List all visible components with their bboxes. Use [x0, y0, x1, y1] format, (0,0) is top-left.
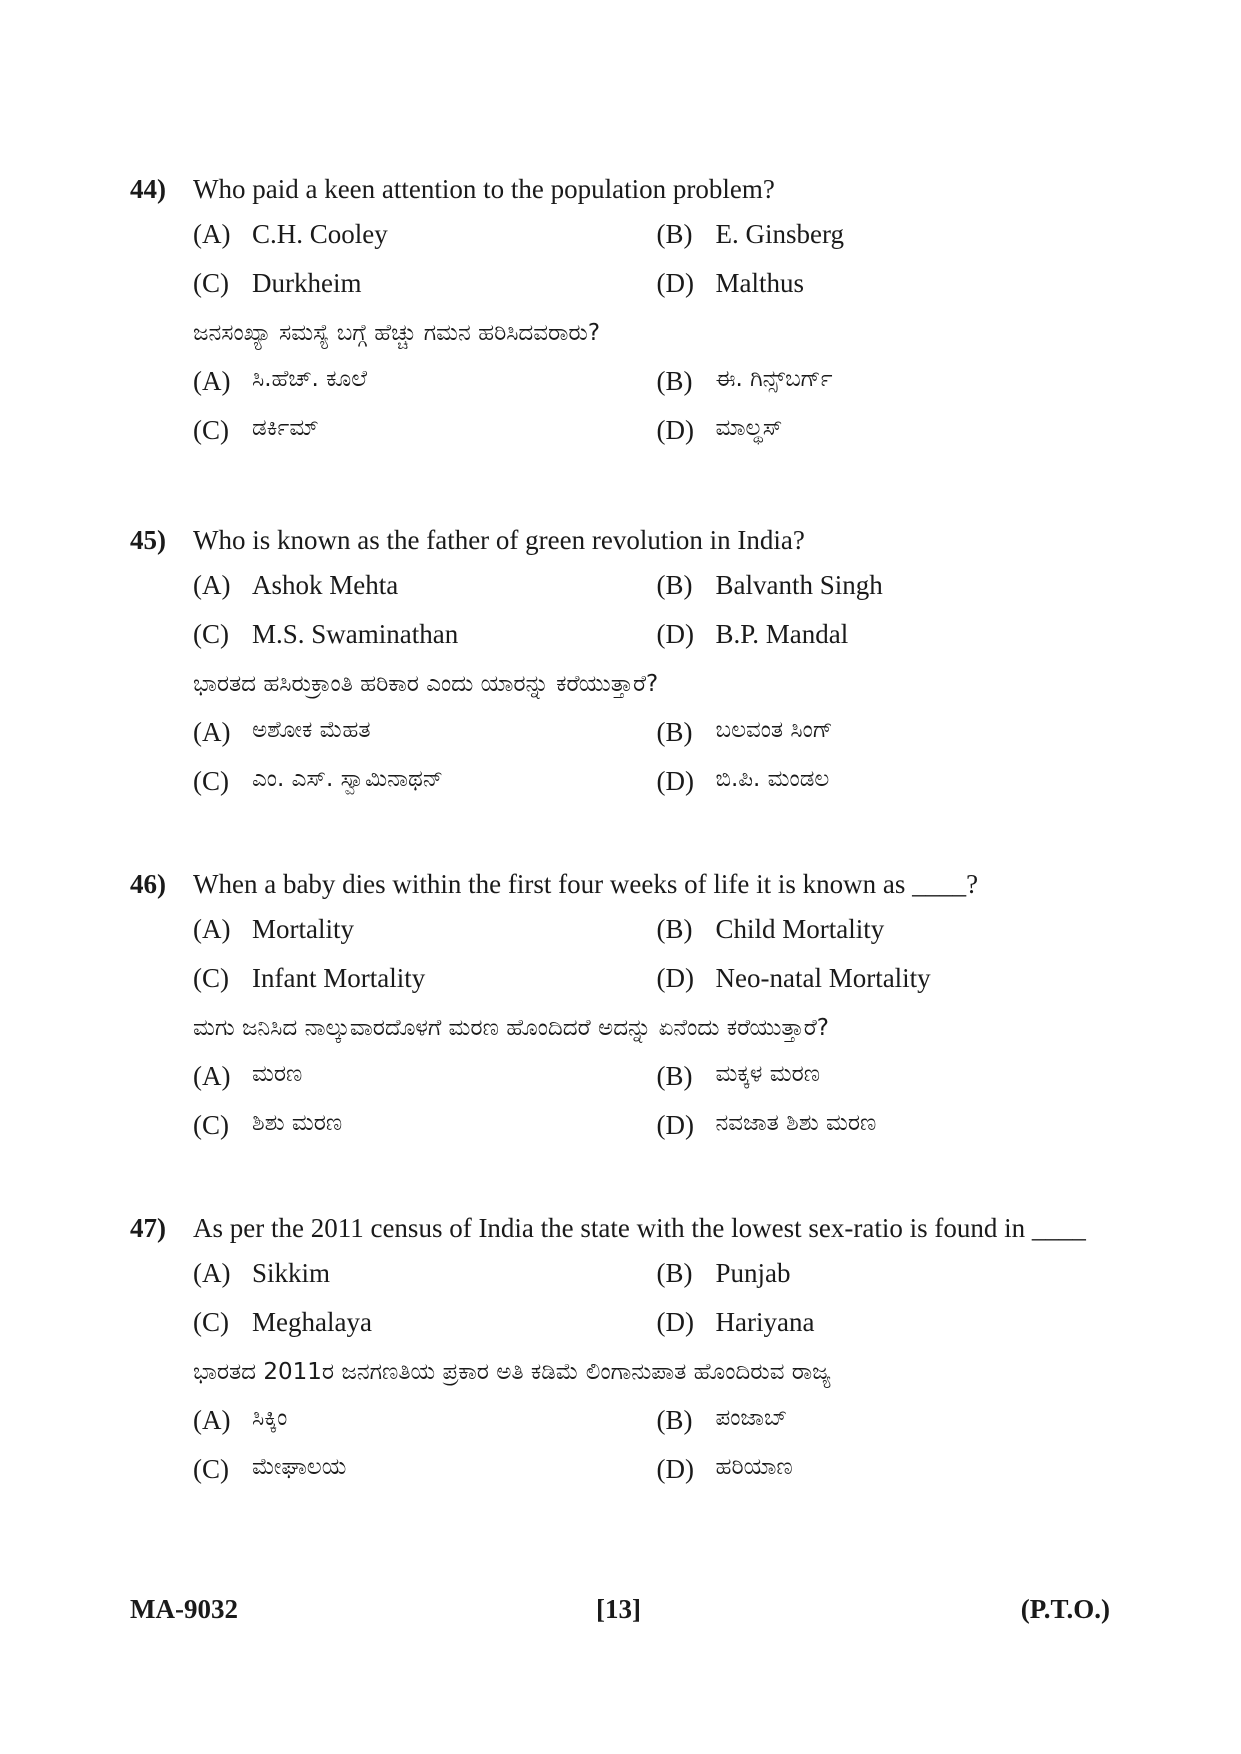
- option-letter: (A): [193, 1405, 231, 1435]
- question-46: [130, 867, 1120, 1150]
- option-letter: (A): [193, 219, 231, 249]
- option-b: [657, 570, 1121, 601]
- option-text: M.S. Swaminathan: [252, 619, 459, 649]
- option-row: [193, 905, 1120, 954]
- kannada-option-c: [193, 1454, 657, 1485]
- option-row: [193, 1249, 1120, 1298]
- option-text: ಎಂ. ಎಸ್. ಸ್ವಾಮಿನಾಥನ್: [252, 766, 444, 792]
- paper-code: MA-9032: [130, 1594, 238, 1624]
- kannada-option-d: [657, 1110, 1121, 1141]
- option-c: [193, 619, 657, 650]
- question-44: [130, 172, 1120, 455]
- option-letter: (A): [193, 1258, 231, 1288]
- option-row: [193, 708, 1120, 757]
- option-row: [193, 406, 1120, 455]
- option-letter: (A): [193, 1061, 231, 1091]
- option-row: [193, 1052, 1120, 1101]
- question-header: [130, 523, 1120, 557]
- option-text: Hariyana: [715, 1307, 815, 1337]
- option-letter: (B): [656, 1258, 693, 1288]
- option-text: ಅಶೋಕ ಮೆಹತ: [252, 717, 371, 743]
- option-row: [193, 1445, 1120, 1494]
- option-text: Meghalaya: [252, 1307, 372, 1337]
- option-row: [193, 1396, 1120, 1445]
- option-text: Sikkim: [252, 1258, 331, 1288]
- option-a: [193, 570, 657, 601]
- kannada-question-text: ಭಾರತದ ಹಸಿರುಕ್ರಾಂತಿ ಹರಿಕಾರ ಎಂದು ಯಾರನ್ನು ಕರೆಯುತ್ತಾರೆ?: [193, 670, 659, 697]
- option-c: [193, 1307, 657, 1338]
- english-options: [193, 561, 1120, 659]
- kannada-options: [193, 1052, 1120, 1150]
- option-letter: (B): [656, 219, 693, 249]
- question-45: [130, 523, 1120, 806]
- option-letter: (B): [656, 570, 693, 600]
- option-c: [193, 268, 657, 299]
- option-letter: (D): [656, 415, 694, 445]
- option-letter: (A): [193, 914, 231, 944]
- option-letter: (D): [656, 963, 694, 993]
- option-letter: (D): [656, 1307, 694, 1337]
- page-footer: [130, 1594, 1110, 1634]
- option-a: [193, 914, 657, 945]
- option-text: ಹರಿಯಾಣ: [715, 1454, 793, 1480]
- option-text: Child Mortality: [715, 914, 885, 944]
- option-letter: (D): [656, 268, 694, 298]
- option-text: Neo-natal Mortality: [715, 963, 931, 993]
- option-text: ಡರ್ಕಿಮ್: [252, 415, 319, 441]
- option-d: [657, 619, 1121, 650]
- option-text: ಮರಣ: [252, 1061, 303, 1087]
- option-letter: (C): [193, 1110, 229, 1140]
- kannada-option-a: [193, 1061, 657, 1092]
- option-letter: (D): [656, 766, 694, 796]
- kannada-option-d: [657, 766, 1121, 797]
- option-letter: (B): [656, 366, 693, 396]
- option-letter: (A): [193, 717, 231, 747]
- option-text: Balvanth Singh: [715, 570, 883, 600]
- option-text: Durkheim: [252, 268, 362, 298]
- question-text: Who is known as the father of green revolution in India?: [193, 525, 805, 555]
- option-text: C.H. Cooley: [252, 219, 388, 249]
- question-header: [130, 1211, 1120, 1245]
- kannada-option-d: [657, 1454, 1121, 1485]
- option-letter: (A): [193, 570, 231, 600]
- option-text: E. Ginsberg: [715, 219, 844, 249]
- option-row: [193, 259, 1120, 308]
- option-row: [193, 1101, 1120, 1150]
- option-row: [193, 954, 1120, 1003]
- question-header: [130, 172, 1120, 206]
- option-text: Punjab: [715, 1258, 791, 1288]
- option-row: [193, 757, 1120, 806]
- kannada-option-b: [657, 1061, 1121, 1092]
- kannada-option-b: [657, 366, 1121, 397]
- kannada-question-text: ಮಗು ಜನಿಸಿದ ನಾಲ್ಕುವಾರದೊಳಗೆ ಮರಣ ಹೊಂದಿದರೆ ಅದನ್ನು ಏನೆಂದು ಕರೆಯುತ್ತಾರೆ?: [193, 1014, 829, 1041]
- option-c: [193, 963, 657, 994]
- question-text: As per the 2011 census of India the state with the lowest sex-ratio is found in ____: [193, 1213, 1086, 1243]
- kannada-option-c: [193, 766, 657, 797]
- option-letter: (B): [656, 1405, 693, 1435]
- kannada-option-c: [193, 1110, 657, 1141]
- option-text: ಈ. ಗಿನ್ಸ್‌ಬರ್ಗ್: [715, 366, 833, 392]
- option-letter: (C): [193, 415, 229, 445]
- pto-label: (P.T.O.): [1020, 1594, 1110, 1624]
- question-text: Who paid a keen attention to the population problem?: [193, 174, 775, 204]
- kannada-option-b: [657, 717, 1121, 748]
- option-text: ಬಿ.ಪಿ. ಮಂಡಲ: [715, 766, 830, 792]
- page-number: [13]: [596, 1594, 641, 1624]
- option-a: [193, 219, 657, 250]
- english-options: [193, 210, 1120, 308]
- option-letter: (A): [193, 366, 231, 396]
- kannada-options: [193, 357, 1120, 455]
- question-number: 47): [130, 1213, 166, 1243]
- option-letter: (D): [656, 1454, 694, 1484]
- kannada-option-d: [657, 415, 1121, 446]
- option-text: Mortality: [252, 914, 354, 944]
- option-text: ಸಿಕ್ಕಿಂ: [252, 1405, 288, 1431]
- question-number: 44): [130, 174, 166, 204]
- option-row: [193, 610, 1120, 659]
- kannada-option-a: [193, 366, 657, 397]
- option-d: [657, 268, 1121, 299]
- option-row: [193, 210, 1120, 259]
- english-options: [193, 905, 1120, 1003]
- option-letter: (D): [656, 619, 694, 649]
- option-text: ಪಂಜಾಬ್: [715, 1405, 788, 1431]
- option-letter: (B): [656, 717, 693, 747]
- option-letter: (C): [193, 1454, 229, 1484]
- option-letter: (D): [656, 1110, 694, 1140]
- option-text: ಮೇಘಾಲಯ: [252, 1454, 347, 1480]
- kannada-option-c: [193, 415, 657, 446]
- kannada-options: [193, 708, 1120, 806]
- option-text: ಮಾಲ್ಥಸ್: [715, 415, 783, 441]
- option-text: ನವಜಾತ ಶಿಶು ಮರಣ: [715, 1110, 877, 1136]
- option-letter: (C): [193, 268, 229, 298]
- option-letter: (B): [656, 914, 693, 944]
- kannada-option-b: [657, 1405, 1121, 1436]
- option-text: ಸಿ.ಹೆಚ್. ಕೂಲೆ: [252, 366, 368, 392]
- question-number: 46): [130, 869, 166, 899]
- option-b: [657, 914, 1121, 945]
- option-d: [657, 1307, 1121, 1338]
- question-header: [130, 867, 1120, 901]
- option-row: [193, 1298, 1120, 1347]
- option-letter: (C): [193, 963, 229, 993]
- option-text: ಬಲವಂತ ಸಿಂಗ್: [715, 717, 833, 743]
- kannada-option-a: [193, 717, 657, 748]
- question-47: [130, 1211, 1120, 1494]
- kannada-option-a: [193, 1405, 657, 1436]
- option-letter: (C): [193, 1307, 229, 1337]
- kannada-question-text: ಜನಸಂಖ್ಯಾ ಸಮಸ್ಯೆ ಬಗ್ಗೆ ಹೆಚ್ಚು ಗಮನ ಹರಿಸಿದವರಾರು?: [193, 319, 601, 346]
- option-text: ಶಿಶು ಮರಣ: [252, 1110, 343, 1136]
- option-d: [657, 963, 1121, 994]
- option-letter: (B): [656, 1061, 693, 1091]
- option-text: Ashok Mehta: [252, 570, 399, 600]
- option-text: Infant Mortality: [252, 963, 426, 993]
- option-b: [657, 1258, 1121, 1289]
- option-a: [193, 1258, 657, 1289]
- option-letter: (C): [193, 619, 229, 649]
- option-row: [193, 561, 1120, 610]
- kannada-options: [193, 1396, 1120, 1494]
- option-text: ಮಕ್ಕಳ ಮರಣ: [715, 1061, 821, 1087]
- english-options: [193, 1249, 1120, 1347]
- kannada-question-text: ಭಾರತದ 2011ರ ಜನಗಣತಿಯ ಪ್ರಕಾರ ಅತಿ ಕಡಿಮೆ ಲಿಂಗಾನುಪಾತ ಹೊಂದಿರುವ ರಾಜ್ಯ: [193, 1358, 831, 1385]
- option-letter: (C): [193, 766, 229, 796]
- option-text: B.P. Mandal: [715, 619, 849, 649]
- option-text: Malthus: [715, 268, 805, 298]
- option-row: [193, 357, 1120, 406]
- question-text: When a baby dies within the first four weeks of life it is known as ____?: [193, 869, 979, 899]
- question-number: 45): [130, 525, 166, 555]
- option-b: [657, 219, 1121, 250]
